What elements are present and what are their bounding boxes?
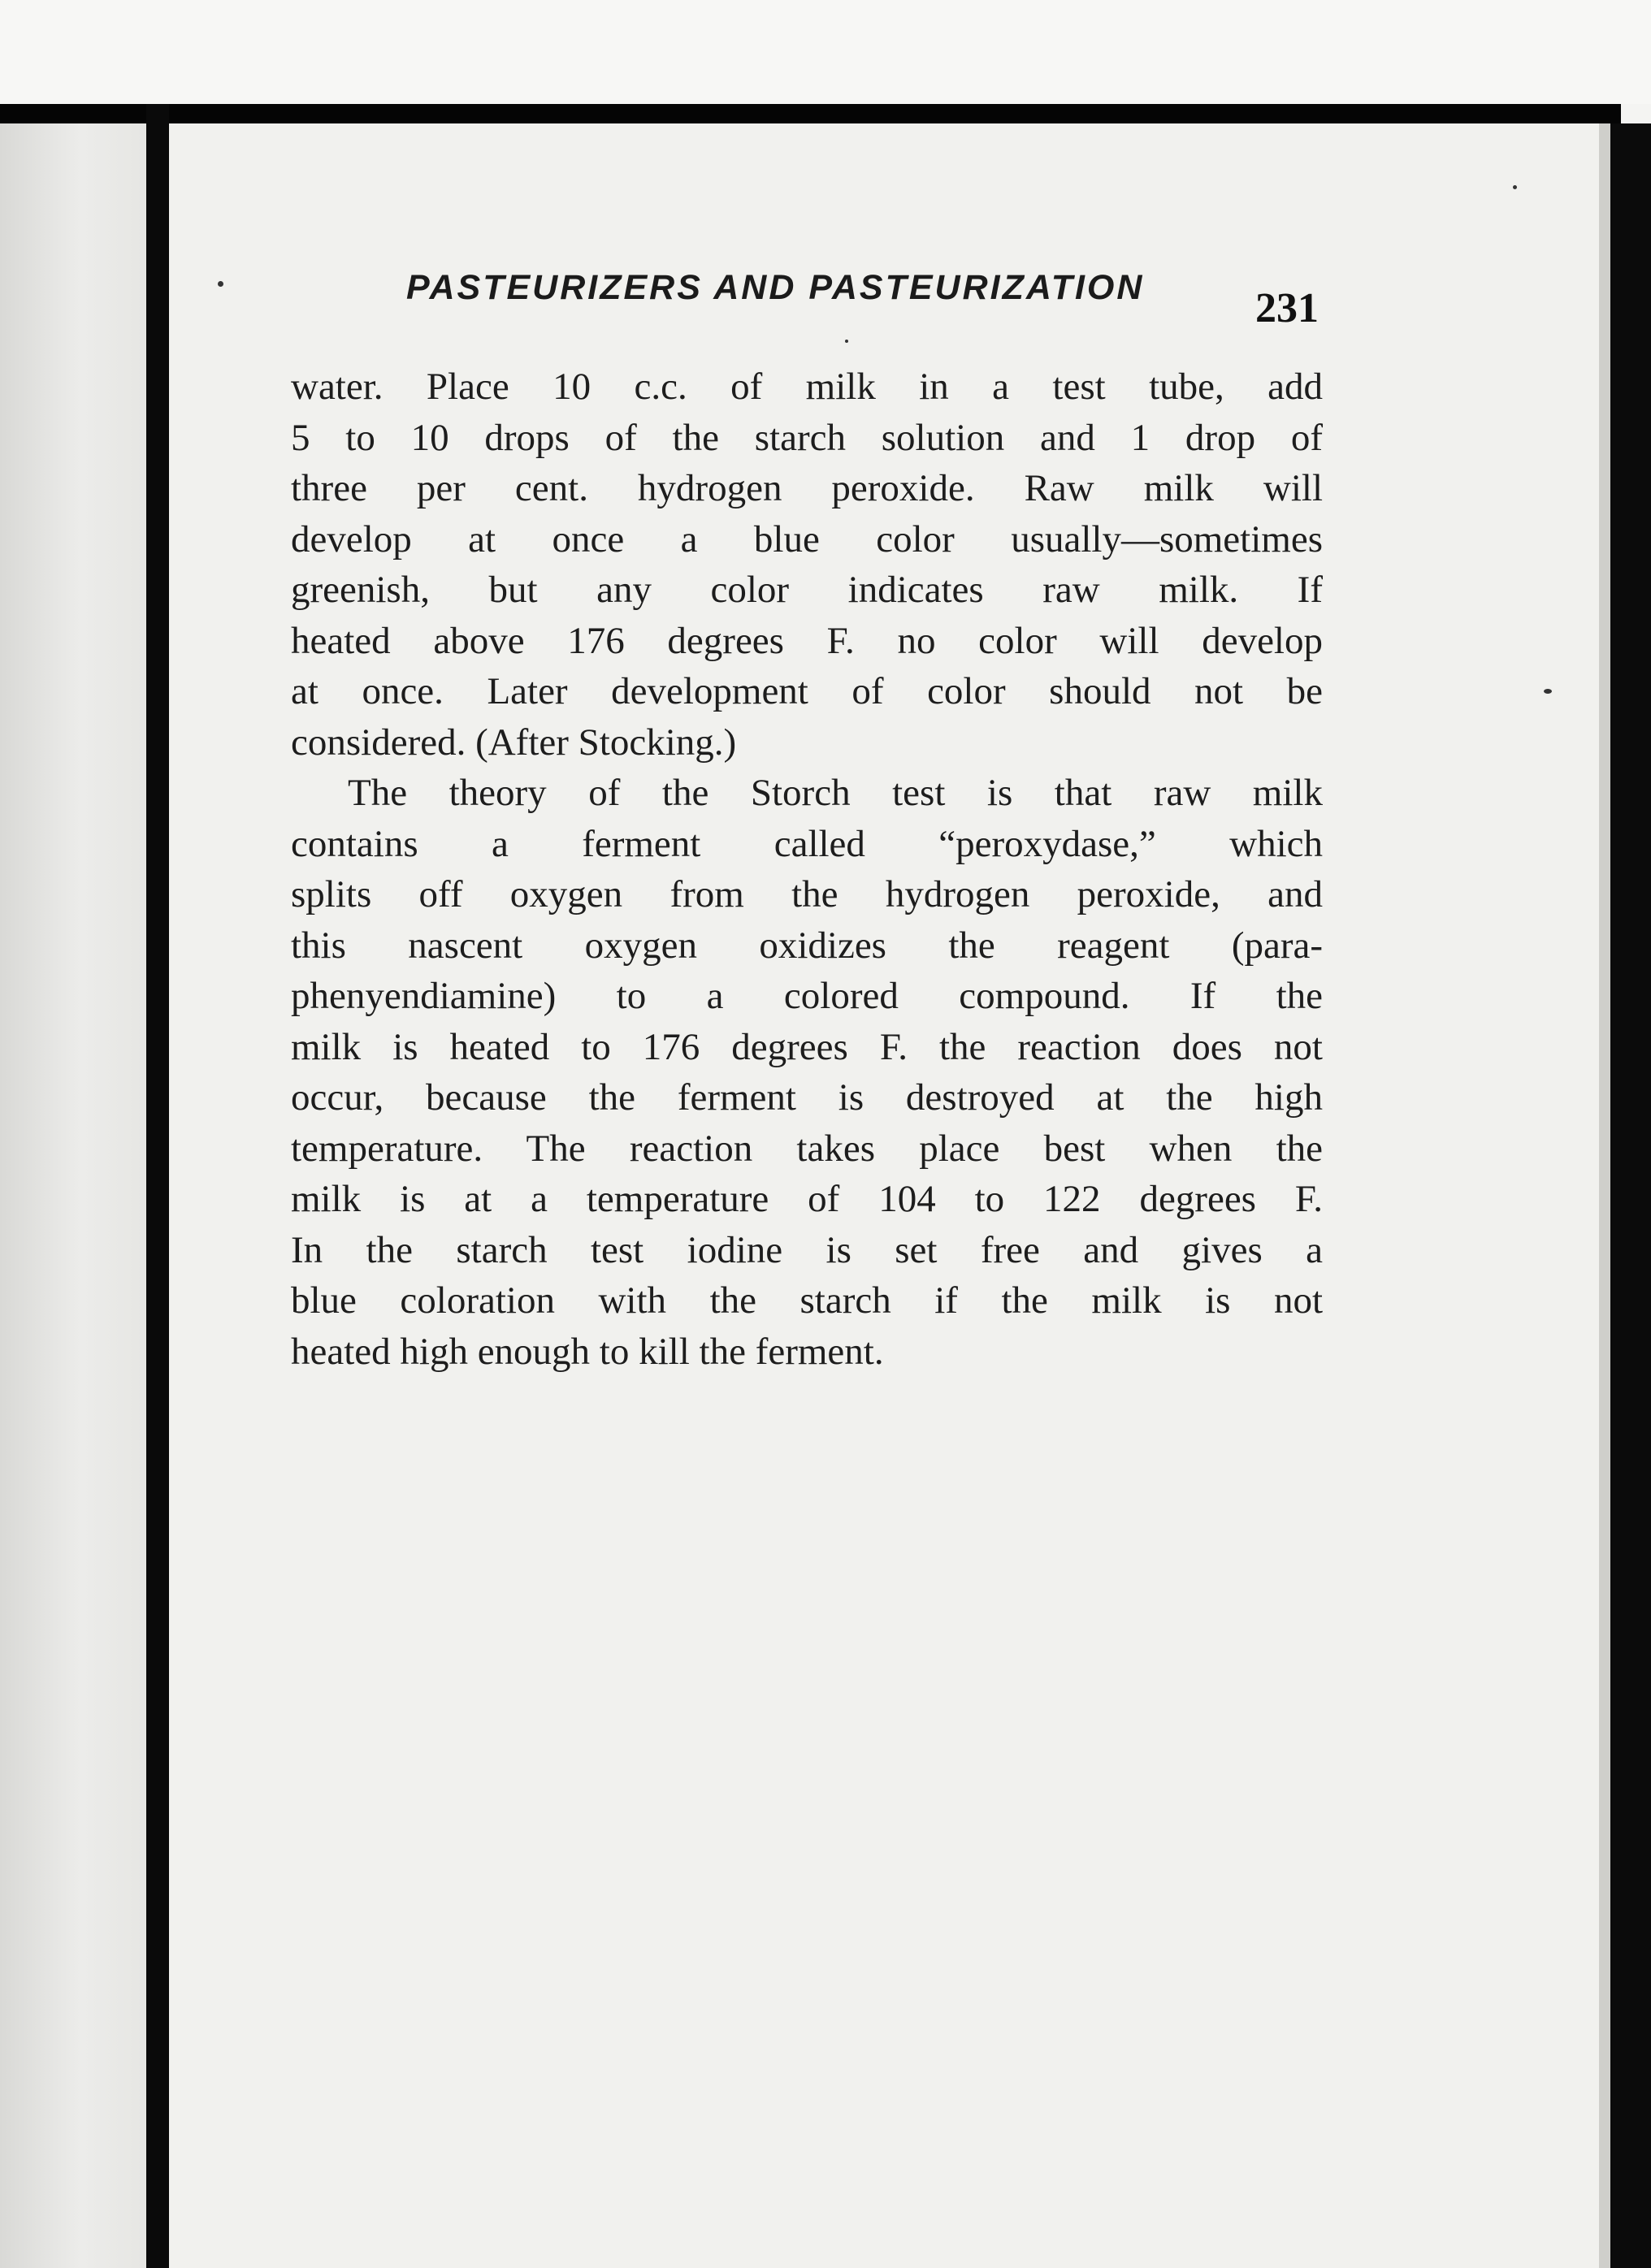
scan-speck: [1513, 185, 1517, 189]
text-line: splits off oxygen from the hydrogen peroxide, and: [291, 873, 1323, 915]
scan-speck: [845, 340, 848, 343]
running-head: PASTEURIZERS AND PASTEURIZATION: [406, 268, 1145, 307]
text-line: contains a ferment called “peroxydase,” which: [291, 822, 1323, 865]
text-line: greenish, but any color indicates raw milk. If: [291, 569, 1323, 611]
facing-page-edge: [0, 123, 146, 2268]
scan-speck: [1544, 689, 1552, 694]
text-line: The theory of the Storch test is that raw milk: [348, 772, 1323, 814]
text-line: temperature. The reaction takes place best when the: [291, 1127, 1323, 1170]
text-line: this nascent oxygen oxidizes the reagent (para-: [291, 924, 1323, 967]
book-gutter: [146, 104, 169, 2268]
text-line: heated above 176 degrees F. no color will develop: [291, 619, 1323, 662]
scan-top-margin: [0, 0, 1651, 104]
text-line: develop at once a blue color usually—sometimes: [291, 517, 1323, 561]
text-line: heated high enough to kill the ferment.: [291, 1330, 884, 1373]
text-line: considered. (After Stocking.): [291, 721, 737, 764]
page-edge-strip: [1599, 123, 1610, 2268]
page-number: 231: [1255, 285, 1319, 331]
text-line: occur, because the ferment is destroyed at the high: [291, 1076, 1323, 1119]
paragraph: [291, 768, 1323, 1377]
text-line: blue coloration with the starch if the milk is not: [291, 1279, 1323, 1322]
text-line: In the starch test iodine is set free and gives a: [291, 1228, 1323, 1271]
scan-speck: [218, 281, 223, 287]
body-text: [291, 361, 1323, 1377]
text-line: water. Place 10 c.c. of milk in a test tube, add: [291, 366, 1323, 408]
text-line: phenyendiamine) to a colored compound. If the: [291, 975, 1323, 1017]
paragraph: [291, 361, 1323, 768]
text-line: milk is heated to 176 degrees F. the reaction does not: [291, 1025, 1323, 1068]
text-line: 5 to 10 drops of the starch solution and 1 drop of: [291, 416, 1323, 459]
scan-top-border: [0, 104, 1621, 123]
text-line: three per cent. hydrogen peroxide. Raw milk will: [291, 467, 1323, 509]
text-line: at once. Later development of color should not be: [291, 670, 1323, 712]
text-line: milk is at a temperature of 104 to 122 degrees F.: [291, 1178, 1323, 1220]
